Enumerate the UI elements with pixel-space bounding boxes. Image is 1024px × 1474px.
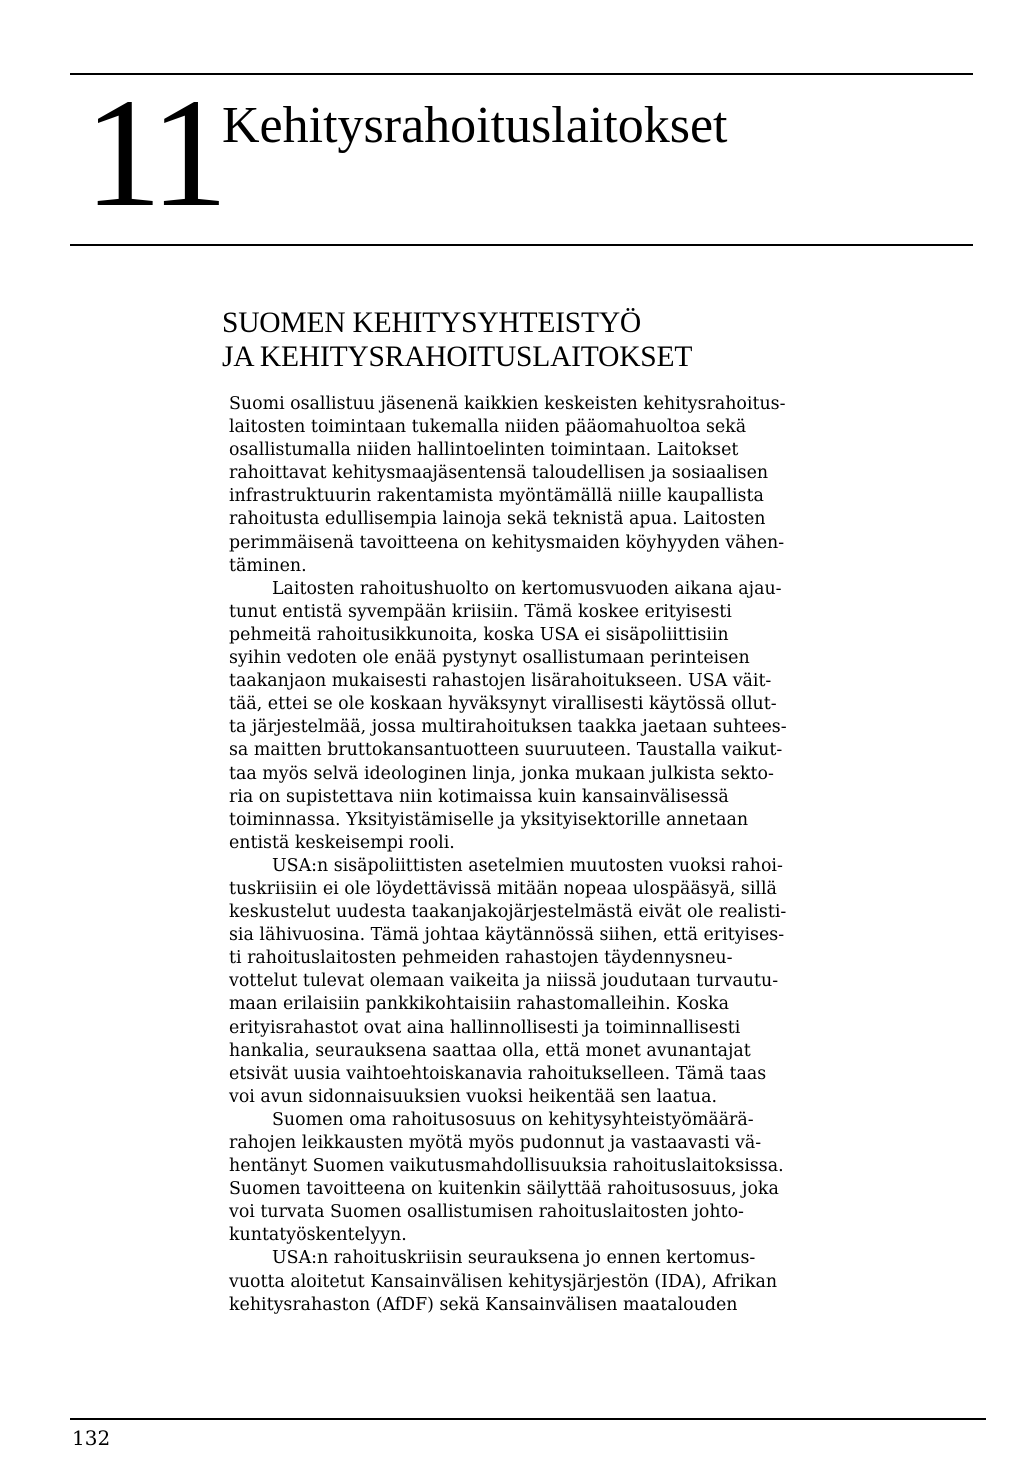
body-line: laitosten toimintaan tukemalla niiden pääomahuoltoa sekä xyxy=(229,417,747,438)
body-line: kehitysrahaston (AfDF) sekä Kansainvälisen maatalouden xyxy=(229,1294,738,1315)
body-line: entistä keskeisempi rooli. xyxy=(229,832,455,853)
body-line: osallistumalla niiden hallintoelinten toimintaan. Laitokset xyxy=(229,440,739,461)
section-heading-line-2: JA KEHITYSRAHOITUSLAITOKSET xyxy=(222,341,693,373)
body-line: voi avun sidonnaisuuksien vuoksi heikentää sen laatua. xyxy=(229,1086,718,1107)
body-line: rahoitusta edullisempia lainoja sekä teknistä apua. Laitosten xyxy=(229,509,766,530)
section-heading-line-1: SUOMEN KEHITYSYHTEISTYÖ xyxy=(222,307,642,339)
body-line: sia lähivuosina. Tämä johtaa käytännössä siihen, että erityises- xyxy=(229,925,785,946)
body-line: voi turvata Suomen osallistumisen rahoituslaitosten johto- xyxy=(229,1202,744,1223)
body-line: tunut entistä syvempään kriisiin. Tämä koskee erityisesti xyxy=(229,601,732,622)
body-line: USA:n rahoituskriisin seurauksena jo ennen kertomus- xyxy=(272,1248,756,1269)
body-line: ta järjestelmää, jossa multirahoituksen taakka jaetaan suhtees- xyxy=(229,717,787,738)
body-line: ti rahoituslaitosten pehmeiden rahastojen täydennysneu- xyxy=(229,948,733,969)
body-line: etsivät uusia vaihtoehtoiskanavia rahoitukselleen. Tämä taas xyxy=(229,1063,767,1084)
body-line: USA:n sisäpoliittisten asetelmien muutosten vuoksi rahoi- xyxy=(272,855,783,876)
body-line: pehmeitä rahoitusikkunoita, koska USA ei sisäpoliittisiin xyxy=(229,624,729,645)
body-line: keskustelut uudesta taakanjakojärjestelmästä eivät ole realisti- xyxy=(229,902,787,923)
body-line: toiminnassa. Yksityistämiselle ja yksityisektorille annetaan xyxy=(229,809,749,830)
body-line: taa myös selvä ideologinen linja, jonka mukaan julkista sekto- xyxy=(229,763,774,784)
footer-rule xyxy=(70,1418,986,1420)
body-line: ria on supistettava niin kotimaissa kuin kansainvälisessä xyxy=(229,786,729,807)
body-line: tää, ettei se ole koskaan hyväksynyt virallisesti käytössä ollut- xyxy=(229,694,777,715)
chapter-number: 11 xyxy=(84,66,223,239)
body-line: sa maitten bruttokansantuotteen suuruuteen. Taustalla vaikut- xyxy=(229,740,783,761)
body-line: infrastruktuurin rakentamista myöntämällä niille kaupallista xyxy=(229,486,764,507)
header-bottom-rule xyxy=(70,244,973,246)
body-line: taakanjaon mukaisesti rahastojen lisärahoitukseen. USA väit- xyxy=(229,671,772,692)
body-line: rahojen leikkausten myötä myös pudonnut ja vastaavasti vä- xyxy=(229,1133,762,1153)
body-line: perimmäisenä tavoitteena on kehitysmaiden köyhyyden vähen- xyxy=(229,532,785,553)
body-line: rahoittavat kehitysmaajäsentensä taloudellisen ja sosiaalisen xyxy=(229,463,769,484)
body-line: hankalia, seurauksena saattaa olla, että monet avunantajat xyxy=(229,1040,751,1061)
chapter-title: Kehitysrahoituslaitokset xyxy=(222,97,728,154)
body-line: Suomen oma rahoitusosuus on kehitysyhteistyömäärä- xyxy=(272,1109,754,1130)
body-line: vottelut tulevat olemaan vaikeita ja niissä joudutaan turvautu- xyxy=(229,971,779,992)
body-line: maan erilaisiin pankkikohtaisiin rahastomalleihin. Koska xyxy=(229,994,729,1015)
body-line: täminen. xyxy=(229,555,307,576)
body-line: hentänyt Suomen vaikutusmahdollisuuksia rahoituslaitoksissa. xyxy=(229,1156,784,1177)
body-line: Suomi osallistuu jäsenenä kaikkien keskeisten kehitysrahoitus- xyxy=(229,394,786,414)
body-line: tuskriisiin ei ole löydettävissä mitään nopeaa ulospääsyä, sillä xyxy=(229,878,777,899)
body-line: vuotta aloitetut Kansainvälisen kehitysjärjestön (IDA), Afrikan xyxy=(229,1271,778,1292)
body-line: Laitosten rahoitushuolto on kertomusvuoden aikana ajau- xyxy=(272,578,782,599)
section-heading xyxy=(222,306,982,374)
body-text xyxy=(229,393,989,1317)
body-line: kuntatyöskentelyyn. xyxy=(229,1225,407,1246)
page-number: 132 xyxy=(72,1426,111,1450)
body-line: Suomen tavoitteena on kuitenkin säilyttää rahoitusosuus, joka xyxy=(229,1179,779,1200)
body-line: syihin vedoten ole enää pystynyt osallistumaan perinteisen xyxy=(229,648,750,669)
body-line: erityisrahastot ovat aina hallinnollisesti ja toiminnallisesti xyxy=(229,1017,741,1038)
